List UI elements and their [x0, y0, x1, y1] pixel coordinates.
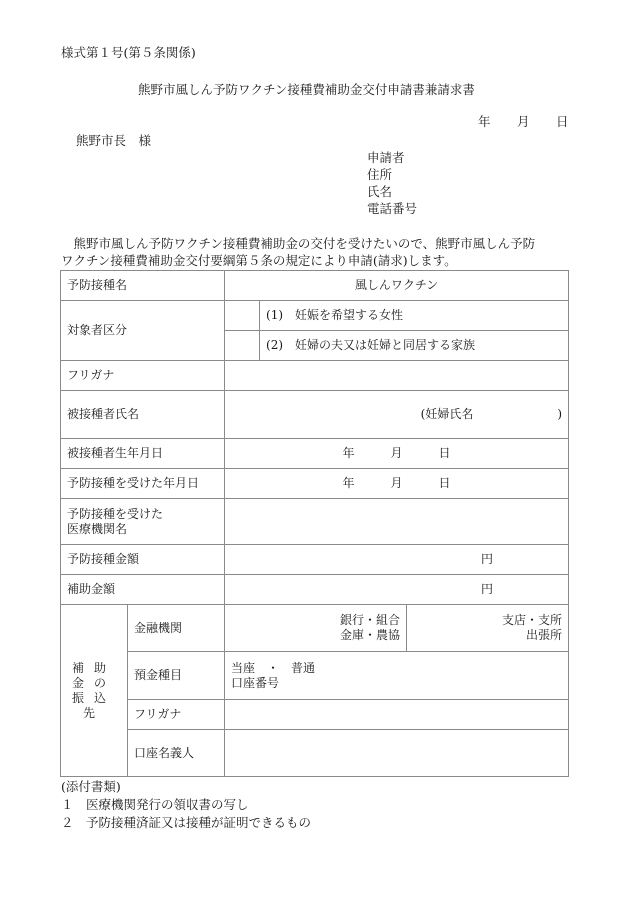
applicant-name-label: 氏名 [367, 184, 393, 199]
account-furigana-label: フリガナ [128, 700, 225, 730]
attachment-item-2: ２ 予防接種済証又は接種が証明できるもの [61, 815, 312, 830]
account-furigana-field[interactable] [225, 700, 569, 730]
bank-label: 金融機関 [128, 605, 225, 652]
date-month: 月 [517, 114, 530, 129]
recipient-name-label: 被接種者氏名 [61, 391, 225, 439]
clinic-name-field[interactable] [225, 499, 569, 545]
birth-date-field[interactable]: 年 月 日 [225, 439, 569, 469]
addressee: 熊野市長 様 [76, 133, 152, 148]
attachments-heading: (添付書類) [61, 779, 121, 794]
cost-unit: 円 [481, 552, 494, 566]
applicant-phone-label: 電話番号 [367, 201, 418, 216]
subsidy-unit: 円 [481, 582, 494, 596]
account-type-label: 預金種目 [128, 652, 225, 700]
subsidy-amount-field[interactable] [225, 575, 569, 605]
application-form-table [60, 270, 569, 777]
branch-type-1: 支店・支所 [502, 613, 563, 627]
date-day: 日 [556, 114, 569, 129]
date-year: 年 [478, 114, 491, 129]
clinic-name-label-line2: 医療機関名 [67, 521, 128, 536]
vaccination-cost-field[interactable] [225, 545, 569, 575]
vaccination-cost-label: 予防接種金額 [61, 545, 225, 575]
recipient-name-field[interactable]: (妊婦氏名 ) [225, 391, 569, 439]
transfer-destination-label: 補助金の振込先 [61, 605, 128, 777]
birth-date-label: 被接種者生年月日 [61, 439, 225, 469]
intro-text-line2: ワクチン接種費補助金交付要綱第５条の規定により申請(請求)します。 [61, 253, 457, 268]
furigana-label: フリガナ [61, 361, 225, 391]
furigana-field[interactable] [225, 361, 569, 391]
account-number-label: 口座番号 [231, 675, 280, 690]
intro-text-line1: 熊野市風しん予防ワクチン接種費補助金の交付を受けたいので、熊野市風しん予防 [61, 236, 536, 251]
clinic-name-label [61, 499, 225, 545]
account-type-options[interactable]: 当座 ・ 普通 [231, 660, 316, 675]
account-holder-label: 口座名義人 [128, 730, 225, 777]
bank-name-field[interactable] [225, 605, 407, 652]
category-option-2: (2) 妊婦の夫又は妊婦と同居する家族 [260, 331, 569, 361]
vaccination-date-field[interactable]: 年 月 日 [225, 469, 569, 499]
vaccination-date-label: 予防接種を受けた年月日 [61, 469, 225, 499]
category-option-1: (1) 妊娠を希望する女性 [260, 301, 569, 331]
page-title: 熊野市風しん予防ワクチン接種費補助金交付申請書兼請求書 [138, 82, 475, 97]
bank-type-2: 金庫・農協 [340, 628, 401, 642]
vaccine-name-label: 予防接種名 [61, 271, 225, 301]
branch-type-2: 出張所 [526, 628, 563, 642]
branch-name-field[interactable] [407, 605, 569, 652]
category-1-checkbox[interactable] [225, 301, 260, 331]
attachment-item-1: １ 医療機関発行の領収書の写し [61, 797, 249, 812]
account-holder-field[interactable] [225, 730, 569, 777]
bank-type-1: 銀行・組合 [340, 613, 401, 627]
form-number: 様式第１号(第５条関係) [61, 45, 196, 60]
vaccine-name-value: 風しんワクチン [225, 271, 569, 301]
target-category-label: 対象者区分 [61, 301, 225, 361]
applicant-address-label: 住所 [367, 167, 393, 182]
subsidy-amount-label: 補助金額 [61, 575, 225, 605]
clinic-name-label-line1: 予防接種を受けた [67, 506, 164, 521]
category-2-checkbox[interactable] [225, 331, 260, 361]
applicant-label: 申請者 [367, 150, 405, 165]
account-type-field[interactable] [225, 652, 569, 700]
